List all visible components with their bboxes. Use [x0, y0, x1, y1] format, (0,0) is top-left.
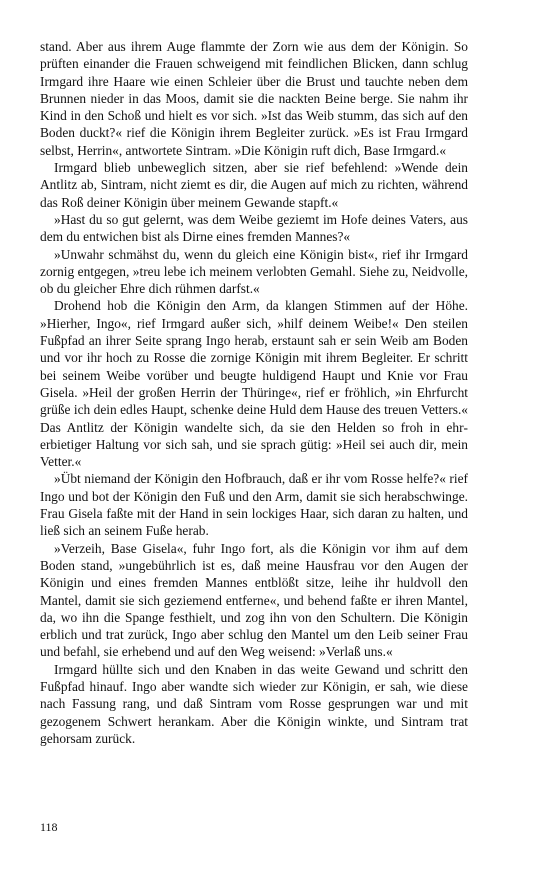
paragraph: »Unwahr schmähst du, wenn du gleich eine Königin bist«, rief ihr Irmgard zornig entgegen, »treu lebe ich meinem verlobten Gemahl. Siehe zu, Neidvolle, ob du gleicher Ehre dich rühmen darfst.«: [40, 246, 468, 297]
paragraph: Drohend hob die Königin den Arm, da klangen Stimmen auf der Höhe. »Hierher, Ingo«, rief Irmgard außer sich, »hilf deinem Weibe!« Den steilen Fußpfad an ihrer Seite sprang Ingo herab, erstaunt sah er sein Weib am Boden und vor ihr hoch zu Rosse die zornige Königin mit ihrem Begleiter. Er schritt bei seinem Weibe vorüber und beugte huldigend Haupt und Knie vor Frau Gisela. »Heil der großen Herrin der Thüringe«, rief er fröhlich, »in Ehrfurcht grüße ich dein edles Haupt, schenke deine Huld dem Hause des treuen Vetters.« Das Antlitz der Königin wandelte sich, da sie den Helden so froh in ehrerbietiger Haltung vor sich sah, und sie sprach gütig: »Heil sei auch dir, mein Vetter.«: [40, 298, 468, 470]
paragraph: Irmgard hüllte sich und den Knaben in das weite Gewand und schritt den Fußpfad hinauf. Ingo aber wandte sich wieder zur Königin, er sah, wie diese nach Fassung rang, und daß Sintram vom Rosse gesprungen war und mit gezogenem Schwert herankam. Aber die Königin winkte, und Sintram trat gehorsam zurück.: [40, 661, 468, 746]
paragraph: »Übt niemand der Königin den Hofbrauch, daß er ihr vom Rosse helfe?« rief Ingo und bot der Königin den Fuß und den Arm, damit sie sich herabschwinge. Frau Gisela faßte mit der Hand in sein lockiges Haar, sich daran zu halten, und ließ sich an seinem Fuße herab.: [40, 471, 468, 539]
paragraph: »Verzeih, Base Gisela«, fuhr Ingo fort, als die Königin vor ihm auf dem Boden stand, »ungebührlich ist es, daß meine Hausfrau vor den Augen der Königin und eines fremden Mannes entblößt sitze, leihe ihr huldvoll den Mantel, damit sie sich geziemend entferne«, und behend faßte er ihren Mantel, da, wo ihn die Spange festhielt, und zog ihn von den Schultern. Die Königin erblich und trat zurück, Ingo aber schlug den Mantel um den Leib seiner Frau und befahl, sie erhebend und auf den Weg weisend: »Verlaß uns.«: [40, 540, 468, 660]
paragraph: »Hast du so gut gelernt, was dem Weibe geziemt im Hofe deines Vaters, aus dem du entwichen bist als Dirne eines fremden Mannes?«: [40, 211, 468, 245]
page-number: 118: [40, 820, 58, 834]
book-text: [40, 38, 468, 747]
paragraph: stand. Aber aus ihrem Auge flammte der Zorn wie aus dem der Königin. So prüften einander die Frauen schweigend mit feindlichen Blicken, dann schlug Irmgard ihre Haare wie einen Schleier über die Brust und tauchte neben dem Brunnen nieder in das Moos, damit sie die nackten Beine berge. Sie nahm ihr Kind in den Schoß und hielt es vor sich. »Ist das Weib stumm, das sich auf den Boden duckt?« rief die Königin ihrem Begleiter zurück. »Es ist Frau Irmgard selbst, Herrin«, antwortete Sintram. »Die Königin ruft dich, Base Irmgard.«: [40, 39, 468, 158]
paragraph: Irmgard blieb unbeweglich sitzen, aber sie rief befehlend: »Wende dein Antlitz ab, Sintram, nicht ziemt es dir, die Augen auf mich zu richten, während das Roß deiner Königin über meinem Gewande stapft.«: [40, 160, 468, 210]
